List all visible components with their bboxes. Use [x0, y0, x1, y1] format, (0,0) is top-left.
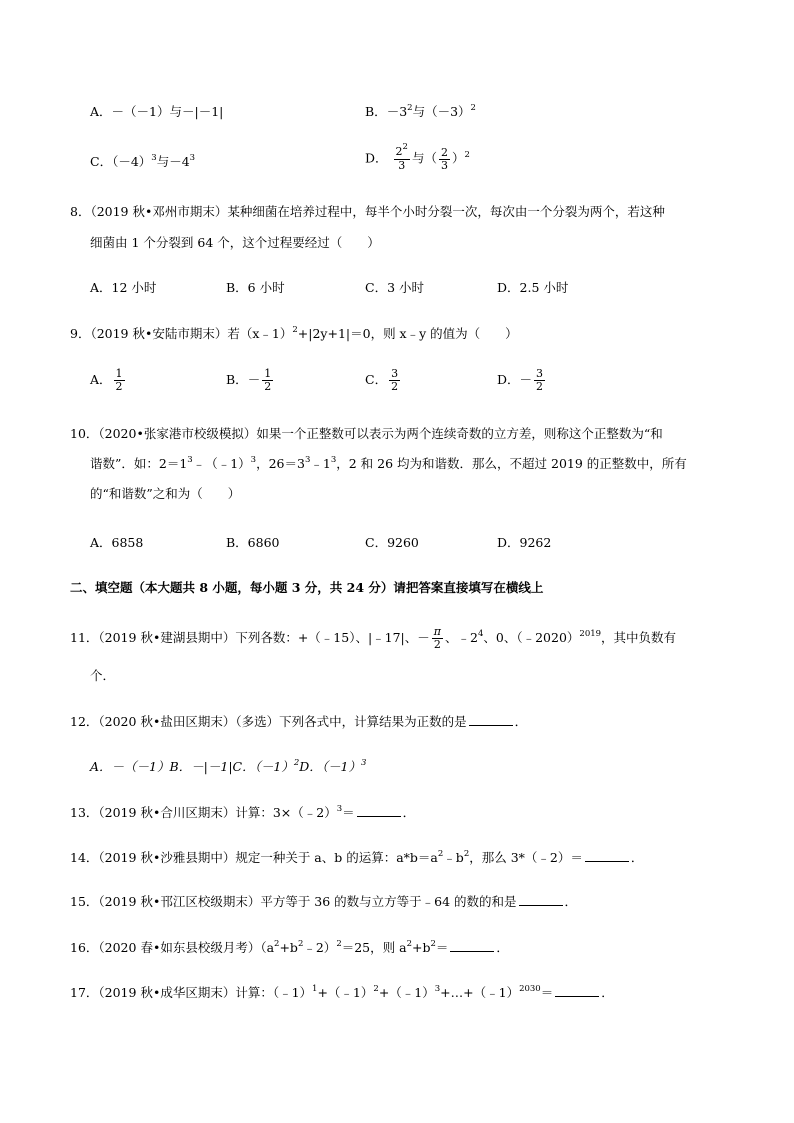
q12-options-line: A．－（－1）B．－|－1|C．$(-1)^2D$．$(-1)^3$ [90, 758, 367, 774]
q10-option-b: B．6860 [226, 535, 280, 550]
q10-option-c: C．9260 [365, 535, 419, 550]
q11-stem-line1: 11．（2019 秋•建湖县期中）下列各数：+（﹣15）、|﹣17|、－ $\frac{\pi}{2}$ 、$﹣2^4$、0、（﹣2020）$^{2019}$，其中负数有 [70, 625, 677, 651]
q10-stem-line1: 10．（2020•张家港市校级模拟）如果一个正整数可以表示为两个连续奇数的立方差，则称这个正整数为“和 [70, 426, 663, 441]
answer-blank[interactable] [469, 713, 513, 726]
q8-option-b: B．6 小时 [226, 280, 285, 295]
q10-stem-line2: 谐数”．如：$2=1^3﹣(﹣1)^3$，$26=3^3﹣1^3$，2 和 26 均为和谐数．那么，不超过 2019 的正整数中，所有 [90, 455, 687, 471]
q7-option-b: B．$-3^2$与$(-3)^2$ [365, 103, 476, 119]
q9-option-d: D．－ $\frac{3}{2}$ [497, 367, 544, 393]
q9-option-a: A． $\frac{1}{2}$ [90, 367, 123, 393]
q8-option-a: A．12 小时 [90, 280, 157, 295]
q12-stem: 12．（2020 秋•盐田区期末）（多选）下列各式中，计算结果为正数的是 ． [70, 714, 528, 729]
q17-stem: 17．（2019 秋•成华区期末）计算：（﹣1）$^1$+（﹣1）$^2$+（﹣1）$^3$+…+（﹣1）$^{2030}$＝ ． [70, 984, 614, 1000]
q11-stem-line2: 个． [90, 668, 116, 683]
answer-blank[interactable] [357, 804, 401, 817]
q10-option-a: A．6858 [90, 535, 144, 550]
section-heading-fill-in: 二、填空题（本大题共 8 小题，每小题 3 分，共 24 分）请把答案直接填写在横线上 [70, 580, 544, 595]
q9-stem: 9．（2019 秋•安陆市期末）若（x﹣1）$^2$+|2y+1|＝0，则 x﹣y 的值为（ ） [70, 325, 518, 341]
answer-blank[interactable] [555, 984, 599, 997]
q8-stem-line1: 8．（2019 秋•邓州市期末）某种细菌在培养过程中，每半个小时分裂一次，每次由一个分裂为两个，若这种 [70, 204, 665, 219]
q7-option-c: C．$(-4)^3$与$-4^3$ [90, 153, 196, 169]
answer-blank[interactable] [450, 939, 494, 952]
q8-stem-line2: 细菌由 1 个分裂到 64 个，这个过程要经过（ ） [90, 235, 380, 250]
q10-option-d: D．9262 [497, 535, 552, 550]
q14-stem: 14．（2019 秋•沙雅县期中）规定一种关于 a、b 的运算：$a*b=a^2﹣b^2$，那么 3*（﹣2）＝ ． [70, 849, 644, 865]
q8-option-c: C．3 小时 [365, 280, 424, 295]
q10-stem-line3: 的“和谐数”之和为（ ） [90, 486, 241, 501]
q13-stem: 13．（2019 秋•合川区期末）计算：3×（﹣2）$^3$＝ ． [70, 804, 416, 820]
q9-option-b: B．－ $\frac{1}{2}$ [226, 367, 272, 393]
q8-option-d: D．2.5 小时 [497, 280, 569, 295]
q15-stem: 15．（2019 秋•邗江区校级期末）平方等于 36 的数与立方等于﹣64 的数的和是 ． [70, 894, 578, 909]
answer-blank[interactable] [519, 893, 563, 906]
answer-blank[interactable] [585, 849, 629, 862]
q7-option-d: D． $\frac{2^2}{3}$ 与（ $\frac{2}{3}$ ）$^2$ [365, 142, 470, 172]
fraction: $\frac{2}{3}$ [440, 145, 448, 172]
q9-option-c: C． $\frac{3}{2}$ [365, 367, 399, 393]
fraction: $\frac{2^2}{3}$ [395, 142, 408, 172]
q16-stem: 16．（2020 春•如东县校级月考）$(a^2+b^2﹣2)^2=25$，则 $a^2+b^2=$ ． [70, 939, 509, 955]
q7-option-a: A．－（－1）与－|－1| [90, 104, 224, 119]
